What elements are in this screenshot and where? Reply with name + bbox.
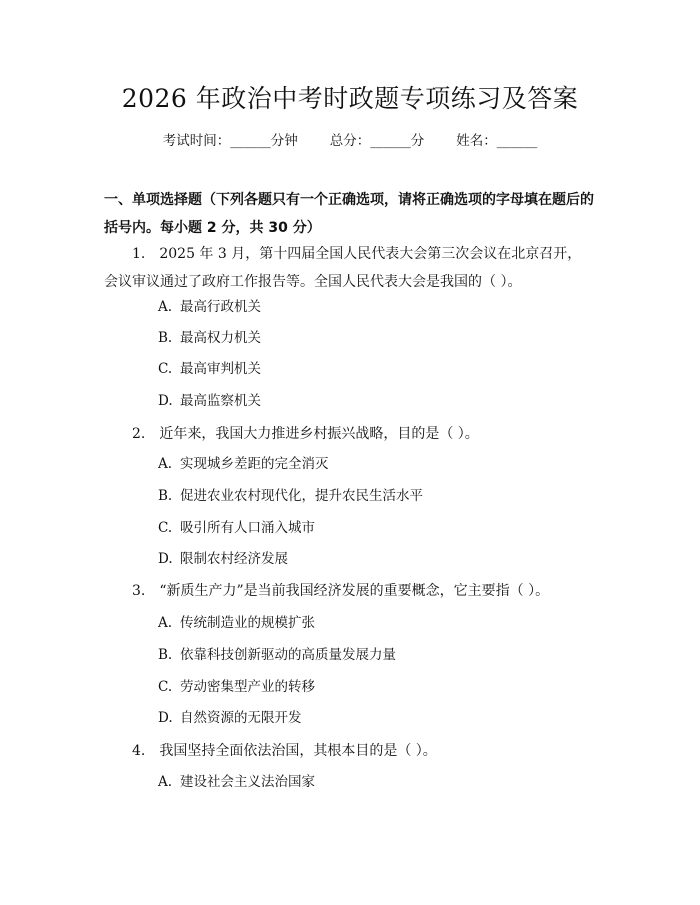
option-label: D. [158,393,173,409]
option-label: D. [158,551,173,567]
exam-time-field: 考试时间：______分钟 [162,133,298,149]
section-heading: 一、单项选择题（下列各题只有一个正确选项，请将正确选项的字母填在题后的括号内。每小题 2 分，共 30 分） [104,192,594,236]
option-text: 自然资源的无限开发 [180,710,302,726]
question-1-option-c [158,359,261,379]
option-text: 促进农业农村现代化，提升农民生活水平 [180,488,423,504]
option-label: C. [158,361,173,377]
option-label: C. [158,679,173,695]
option-text: 限制农村经济发展 [180,551,288,567]
student-name-field: 姓名：______ [456,133,538,149]
option-label: B. [158,647,173,663]
option-label: A. [158,299,173,315]
question-3-option-a [158,613,315,633]
question-2-option-a [158,454,329,474]
option-text: 建设社会主义法治国家 [180,774,315,790]
option-text: 最高行政机关 [180,299,261,315]
option-text: 最高审判机关 [180,361,261,377]
question-2-option-b [158,486,423,506]
question-1-option-a [158,297,261,317]
question-3-option-c [158,677,315,697]
question-1: 1. 2025 年 3 月，第十四届全国人民代表大会第三次会议在北京召开，会议审议通过了政府工作报告等。全国人民代表大会是我国的（ ）。 [104,246,582,290]
option-label: A. [158,456,173,472]
question-3-option-d [158,708,302,728]
option-label: B. [158,488,173,504]
question-3: 3. “新质生产力”是当前我国经济发展的重要概念，它主要指（ ）。 [132,583,550,599]
option-text: 依靠科技创新驱动的高质量发展力量 [180,647,396,663]
option-text: 传统制造业的规模扩张 [180,615,315,631]
question-2: 2. 近年来，我国大力推进乡村振兴战略，目的是（ ）。 [132,426,479,442]
option-label: A. [158,615,173,631]
question-4: 4. 我国坚持全面依法治国，其根本目的是（ ）。 [132,743,437,759]
option-label: A. [158,774,173,790]
exam-meta [0,131,700,151]
option-text: 最高权力机关 [180,330,261,346]
total-score-field: 总分：______分 [329,133,425,149]
question-3-option-b [158,645,396,665]
option-text: 吸引所有人口涌入城市 [180,520,315,536]
option-text: 最高监察机关 [180,393,261,409]
question-1-option-b [158,328,261,348]
question-2-option-c [158,518,315,538]
page-title: 2026 年政治中考时政题专项练习及答案 [121,84,579,113]
question-2-option-d [158,549,288,569]
question-1-option-d [158,391,261,411]
option-label: B. [158,330,173,346]
option-text: 劳动密集型产业的转移 [180,679,315,695]
option-label: C. [158,520,173,536]
option-text: 实现城乡差距的完全消灭 [180,456,329,472]
question-4-option-a [158,772,315,792]
option-label: D. [158,710,173,726]
